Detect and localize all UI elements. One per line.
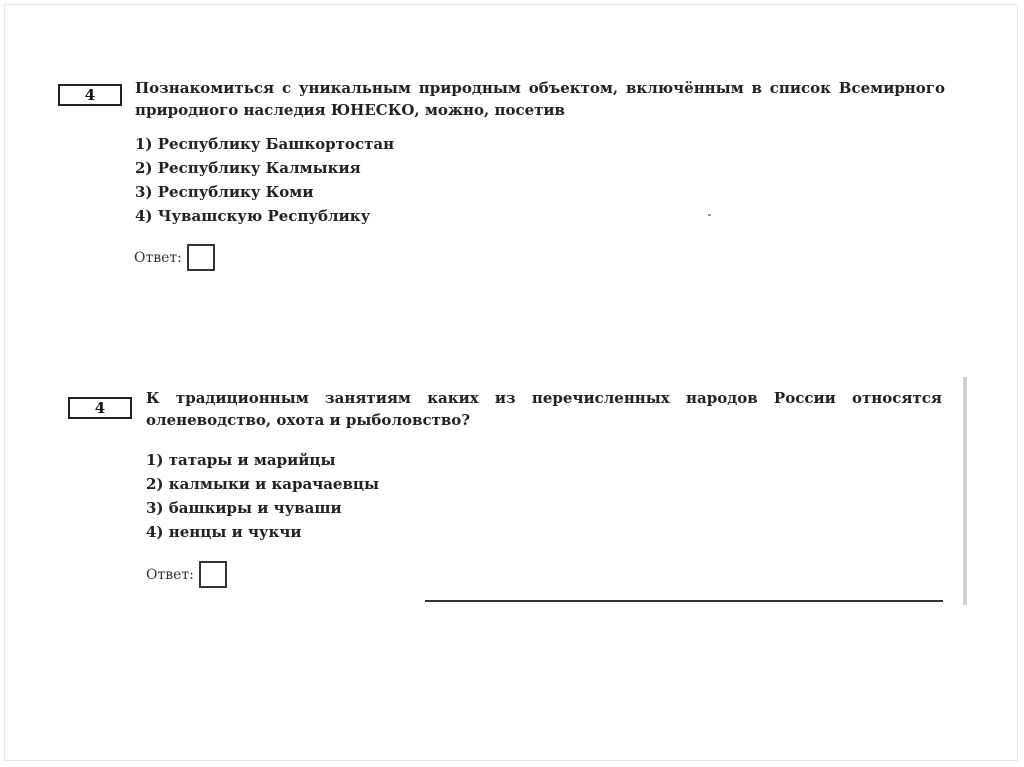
task-1-answer-label: Ответ: [134,249,182,266]
task-2-number: 4 [68,397,132,419]
task-1-number: 4 [58,84,122,106]
task-1-option-4: 4) Чувашскую Республику [135,207,371,225]
task-1-option-1: 1) Республику Башкортостан [135,135,395,153]
task-2-option-2: 2) калмыки и карачаевцы [146,475,380,493]
task-1-options [135,132,394,228]
task-2-question: К традиционным занятиям каких из перечисленных народов России относятся оленеводство, охота и рыболовство? [146,389,942,429]
task-2-option-4: 4) ненцы и чукчи [146,523,302,541]
task-2-answer-box[interactable] [199,561,227,588]
task-2-answer-row [146,561,227,588]
task-1-question: Познакомиться с уникальным природным объектом, включённым в список Всемирного природного наследия ЮНЕСКО, можно, посетив [135,79,945,119]
task-2-answer-label: Ответ: [146,566,194,583]
bottom-divider [425,600,943,602]
task-1-answer-box[interactable] [187,244,215,271]
task-2-option-3: 3) башкиры и чуваши [146,499,342,517]
task-1-option-2: 2) Республику Калмыкия [135,159,361,177]
scan-edge-divider [963,377,967,605]
task-2-options [146,448,379,544]
scan-speck [708,214,711,216]
task-2-option-1: 1) татары и марийцы [146,451,336,469]
task-1-option-3: 3) Республику Коми [135,183,314,201]
task-1-answer-row [134,244,215,271]
